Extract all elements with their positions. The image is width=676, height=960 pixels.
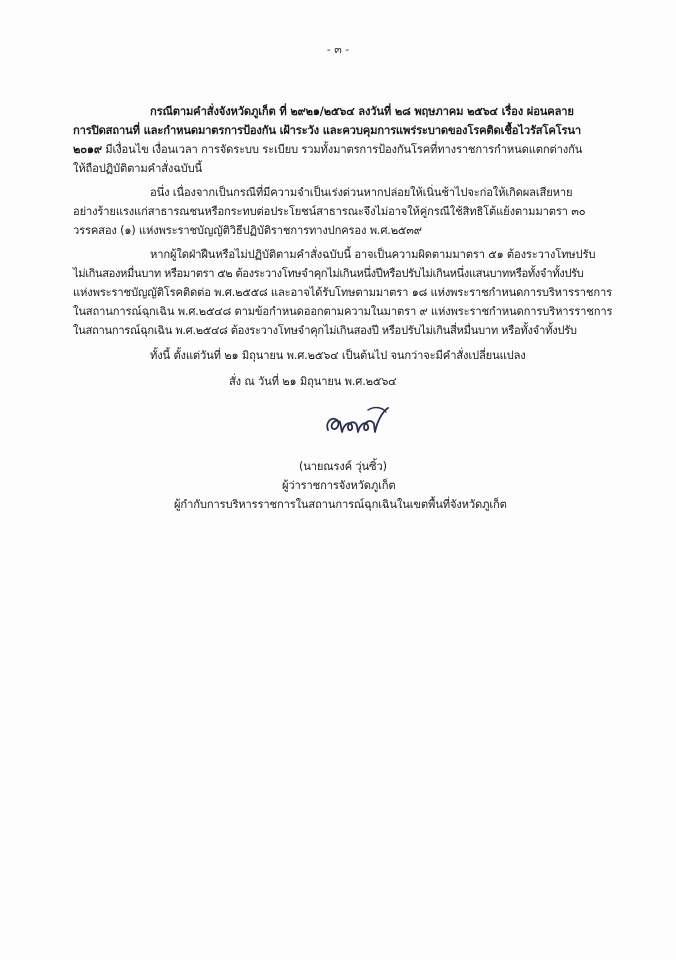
para1-line3-rest: มีเงื่อนไข เงื่อนเวลา การจัดระบบ ระเบียบ รวมทั้งมาตรการป้องกันโรคที่ทางราชการกำหนดแตกต่างกัน (101, 143, 583, 156)
ordered-date-text: สั่ง ณ วันที่ ๒๑ มิถุนายน พ.ศ.๒๕๖๔ (229, 375, 397, 388)
signer-position-1: ผู้ว่าราชการจังหวัดภูเก็ต (282, 479, 396, 492)
para1-line3 (73, 141, 582, 159)
para2-line1: อนึ่ง เนื่องจากเป็นกรณีที่มีความจำเป็นเร่งด่วนหากปล่อยให้เนิ่นช้าไปจะก่อให้เกิดผลเสียหาย (150, 186, 573, 199)
para3-line4: ในสถานการณ์ฉุกเฉิน พ.ศ.๒๕๔๘ ตามข้อกำหนดออกตามความในมาตรา ๙ แห่งพระราชกำหนดการบริหารราชการ (73, 305, 613, 318)
para1-line3-bold: ๒๐๑๙ (73, 143, 102, 156)
para3-line2: ไม่เกินสองหมื่นบาท หรือมาตรา ๕๒ ต้องระวางโทษจำคุกไม่เกินหนึ่งปีหรือปรับไม่เกินหนึ่งแสนบาทหรือทั้งจำทั้งปรับ (73, 267, 584, 280)
para2-line3: วรรคสอง (๑) แห่งพระราชบัญญัติวิธีปฏิบัติราชการทางปกครอง พ.ศ.๒๕๓๙ (73, 224, 422, 237)
para3-line3: แห่งพระราชบัญญัติโรคติดต่อ พ.ศ.๒๕๕๘ และอาจได้รับโทษตามมาตรา ๑๘ แห่งพระราชกำหนดการบริหารราชการ (73, 286, 612, 299)
signer-position-2: ผู้กำกับการบริหารราชการในสถานการณ์ฉุกเฉินในเขตพื้นที่จังหวัดภูเก็ต (174, 498, 507, 511)
signature (322, 404, 392, 440)
para1-line2: การปิดสถานที่ และกำหนดมาตรการป้องกัน เฝ้าระวัง และควบคุมการแพร่ระบาดของโรคติดเชื้อไวรัสโคโรนา (73, 124, 582, 137)
signer-name: (นายณรงค์ วุ่นซิ้ว) (299, 460, 387, 473)
para2-line2: อย่างร้ายแรงแก่สาธารณชนหรือกระทบต่อประโยชน์สาธารณะจึงไม่อาจให้คู่กรณีใช้สิทธิโต้แย้งตามมาตรา ๓๐ (73, 205, 586, 218)
para3-line5: ในสถานการณ์ฉุกเฉิน พ.ศ.๒๕๔๘ ต้องระวางโทษจำคุกไม่เกินสองปี หรือปรับไม่เกินสี่หมื่นบาท หรือทั้งจำทั้งปรับ (73, 324, 577, 337)
para1-line1: กรณีตามคำสั่งจังหวัดภูเก็ต ที่ ๒๙๒๑/๒๕๖๔ ลงวันที่ ๒๘ พฤษภาคม ๒๕๖๔ เรื่อง ผ่อนคลาย (150, 105, 574, 118)
page-number: - ๓ - (326, 43, 350, 56)
effective-date-text: ทั้งนี้ ตั้งแต่วันที่ ๒๑ มิถุนายน พ.ศ.๒๕๖๔ เป็นต้นไป จนกว่าจะมีคำสั่งเปลี่ยนแปลง (150, 349, 526, 362)
para1-line4: ให้ถือปฏิบัติตามคำสั่งฉบับนี้ (73, 162, 203, 175)
para3-line1: หากผู้ใดฝ่าฝืนหรือไม่ปฏิบัติตามคำสั่งฉบับนี้ อาจเป็นความผิดตามมาตรา ๕๑ ต้องระวางโทษปรับ (150, 248, 596, 261)
